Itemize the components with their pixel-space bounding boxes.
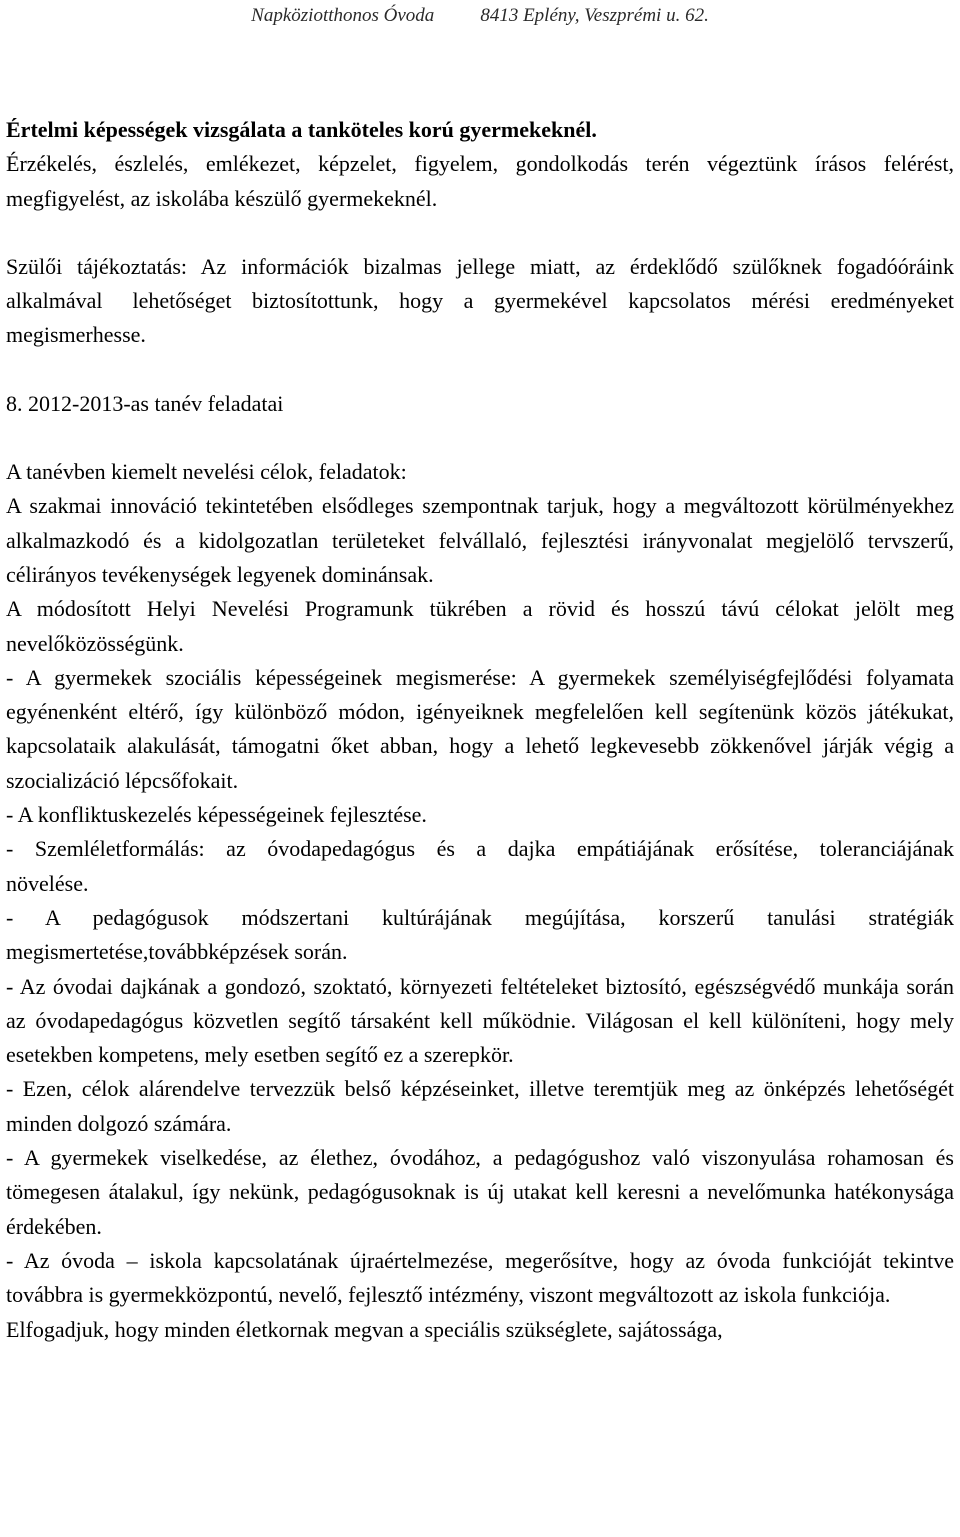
bullet-attitude-a: - Szemléletformálás: az óvodapedagógus és a dajka empátiájának erősítése, toleranciájának: [6, 836, 954, 862]
header-address: 8413 Eplény, Veszprémi u. 62.: [480, 5, 709, 26]
bullet-conflict: - A konfliktuskezelés képességeinek fejlesztése.: [6, 802, 427, 828]
header-institution: Napköziotthonos Óvoda: [251, 5, 435, 26]
page-header: [0, 4, 960, 28]
section-heading: 8. 2012-2013-as tanév feladatai: [6, 390, 284, 416]
bullet-methods: - A pedagógusok módszertani kultúrájának megújítása, korszerű tanulási stratégiák megismertetése,továbbképzések során.: [6, 904, 954, 965]
goals-heading: A tanévben kiemelt nevelési célok, feladatok:: [6, 459, 407, 485]
bullet-nanny: - Az óvodai dajkának a gondozó, szoktató, környezeti feltételeket biztosító, egészségvédő munkája során az óvodapedagógus közvetlen segítő társaként kell működnie. Világosan el kell különíteni, hogy mely esetekben kompetens, mely esetben segítő ez a szerepkör.: [6, 973, 954, 1068]
parents-text-b: lehetőséget biztosítottunk, hogy a gyermekével kapcsolatos mérési eredményeket megismerhesse.: [6, 288, 954, 348]
intellect-paragraph: Érzékelés, észlelés, emlékezet, képzelet, figyelem, gondolkodás terén végeztünk írásos felérést, megfigyelést, az iskolába készülő gyermekeknél.: [6, 151, 954, 211]
goals-paragraph-2: A módosított Helyi Nevelési Programunk tükrében a rövid és hosszú távú célokat jelölt meg nevelőközösségünk.: [6, 596, 954, 656]
bullet-attitude-b: növelése.: [6, 870, 89, 896]
document-body: [6, 113, 954, 1347]
bullet-social: - A gyermekek szociális képességeinek megismerése: A gyermekek személyiségfejlődési folyamata egyénenként eltérő, így különböző módon, igényeiknek megfelelően kell segítenünk közös játékukat, kapcsolataik alakulását, támogatni őket abban, hogy a lehető legkevesebb zökkenővel járják végig a szocializáció lépcsőfokait.: [6, 664, 954, 793]
intellect-heading: Értelmi képességek vizsgálata a tanköteles korú gyermekeknél.: [6, 117, 597, 142]
bullet-school: - Az óvoda – iskola kapcsolatának újraértelmezése, megerősítve, hogy az óvoda funkcióját tekintve továbbra is gyermekközpontú, nevelő, fejlesztő intézmény, viszont megváltozott az iskola funkciója.: [6, 1247, 954, 1308]
goals-paragraph-1: A szakmai innováció tekintetében elsődleges szempontnak tarjuk, hogy a megváltozott körülményekhez alkalmazkodó és a kidolgozatlan területeket felvállaló, fejlesztési irányvonalat megjelölő tervszerű, célirányos tevékenységek legyenek dominánsak.: [6, 493, 954, 587]
closing-paragraph: Elfogadjuk, hogy minden életkornak megvan a speciális szükséglete, sajátossága,: [6, 1316, 723, 1342]
bullet-training: - Ezen, célok alárendelve tervezzük belső képzéseinket, illetve teremtjük meg az önképzés lehetőségét minden dolgozó számára.: [6, 1076, 954, 1136]
parents-text-a: Szülői tájékoztatás: Az információk bizalmas jellege miatt, az érdeklődő szülőknek fogadóóráink alkalmával: [6, 253, 954, 314]
parents-paragraph: [6, 250, 954, 353]
bullet-behavior: - A gyermekek viselkedése, az élethez, óvodához, a pedagógushoz való viszonyulása rohamosan és tömegesen átalakul, így nekünk, pedagógusoknak is új utakat kell keresni a nevelőmunka hatékonysága érdekében.: [6, 1145, 954, 1239]
